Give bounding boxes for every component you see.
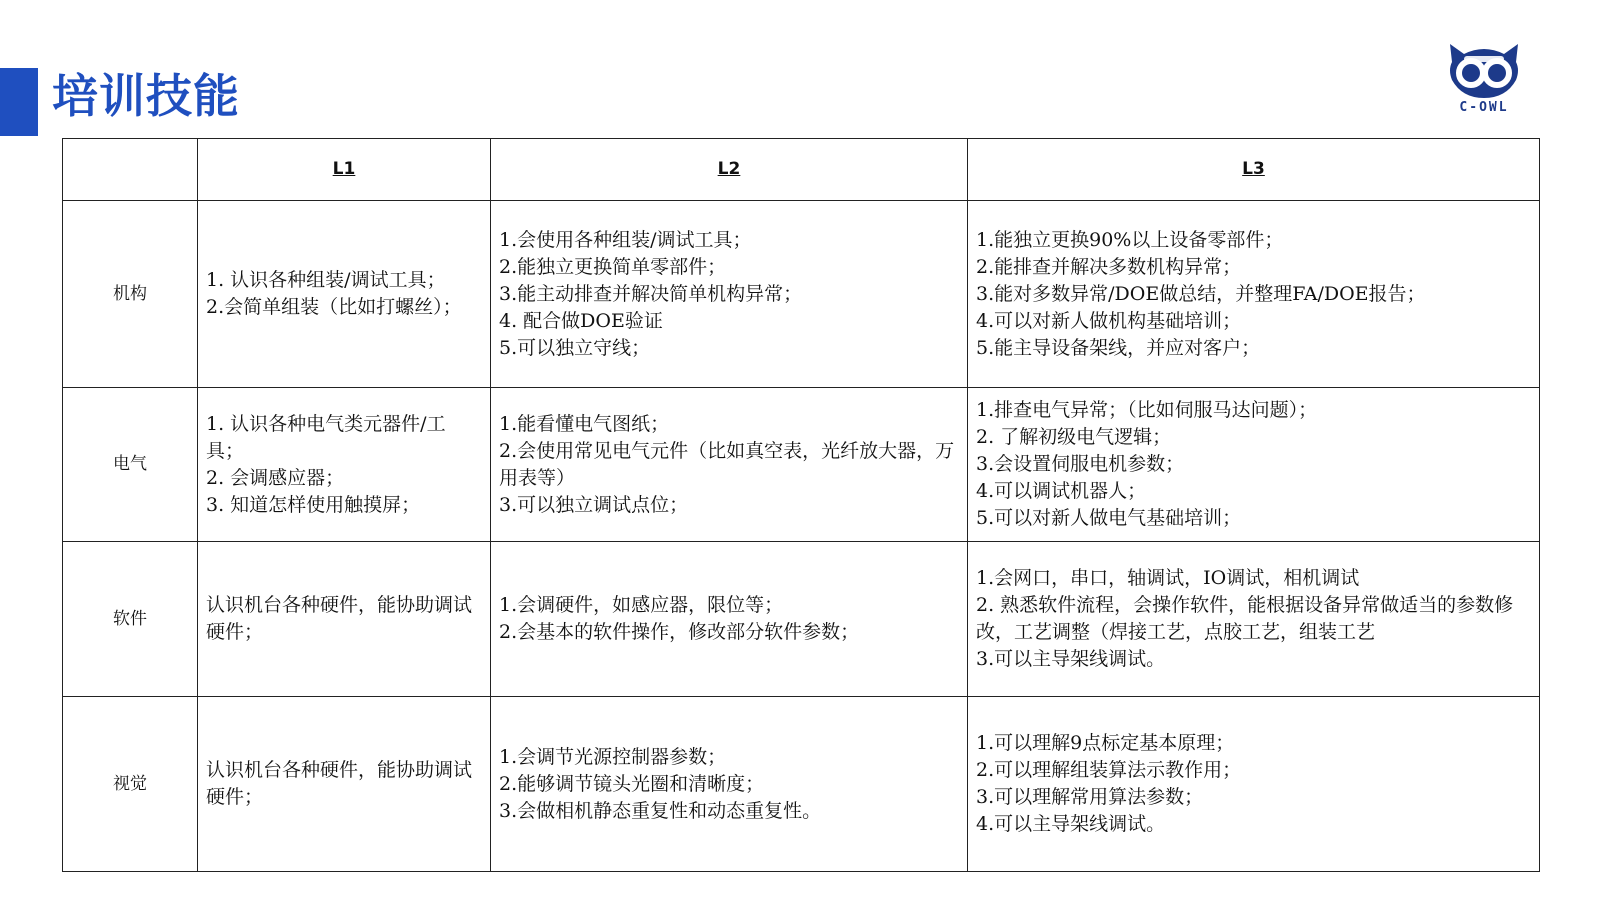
cell-line: 2.会基本的软件操作，修改部分软件参数；: [499, 621, 860, 643]
cell-line: 认识机台各种硬件，能协助调试硬件；: [206, 594, 473, 643]
cell-line: 1. 认识各种组装/调试工具；: [206, 269, 446, 291]
cell-line: 2.会使用常见电气元件（比如真空表，光纤放大器，万用表等）: [499, 439, 955, 489]
cell-line: 3.可以理解常用算法参数；: [976, 786, 1204, 808]
row-label-vision: 视觉: [63, 697, 198, 872]
cell-line: 1.会调节光源控制器参数；: [499, 745, 727, 768]
page-title: 培训技能: [52, 69, 240, 123]
owl-logo-icon: [1444, 40, 1524, 102]
table-header-l3: L3: [968, 139, 1540, 201]
cell-mechanism-l3: [968, 201, 1540, 388]
cell-software-l3: [968, 542, 1540, 697]
cell-line: 3.可以主导架线调试。: [976, 648, 1166, 670]
cell-line: 2.会简单组装（比如打螺丝）；: [206, 296, 462, 318]
cell-line: 3.能主动排查并解决简单机构异常；: [499, 282, 803, 305]
cell-mechanism-l2: [491, 201, 968, 388]
cell-electrical-l3: [968, 388, 1540, 542]
cell-line: 2.能够调节镜头光圈和清晰度；: [499, 772, 765, 795]
cell-line: 3.能对多数异常/DOE做总结，并整理FA/DOE报告；: [976, 282, 1426, 305]
cell-line: 2. 会调感应器；: [206, 466, 345, 489]
cell-line: 4.可以对新人做机构基础培训；: [976, 309, 1242, 332]
cell-electrical-l1: [198, 388, 491, 542]
cell-line: 2.能排查并解决多数机构异常；: [976, 255, 1242, 278]
cell-line: 4. 配合做DOE验证: [499, 309, 663, 332]
cell-line: 1.排查电气异常；（比如伺服马达问题）；: [976, 399, 1318, 421]
cell-line: 4.可以调试机器人；: [976, 480, 1147, 502]
title-accent-bar: [0, 68, 38, 136]
cell-line: 2.能独立更换简单零部件；: [499, 255, 727, 278]
table-header-row: [63, 139, 1540, 201]
cell-line: 3.会设置伺服电机参数；: [976, 453, 1185, 475]
cell-line: 认识机台各种硬件，能协助调试硬件；: [206, 759, 473, 808]
cell-vision-l1: [198, 697, 491, 872]
training-skill-table: [62, 138, 1540, 872]
row-label-electrical: 电气: [63, 388, 198, 542]
cell-line: 1.能看懂电气图纸；: [499, 412, 670, 435]
cell-vision-l3: [968, 697, 1540, 872]
cell-line: 5.可以独立守线；: [499, 336, 651, 359]
cell-line: 3.会做相机静态重复性和动态重复性。: [499, 799, 822, 822]
owl-logo: [1444, 40, 1524, 120]
cell-line: 2.可以理解组装算法示教作用；: [976, 759, 1242, 781]
cell-software-l2: [491, 542, 968, 697]
row-label-mechanism: 机构: [63, 201, 198, 388]
cell-line: 4.可以主导架线调试。: [976, 813, 1166, 835]
cell-mechanism-l1: [198, 201, 491, 388]
table-header-l2: L2: [491, 139, 968, 201]
table-row-electrical: [63, 388, 1540, 542]
table-header-l1: L1: [198, 139, 491, 201]
cell-vision-l2: [491, 697, 968, 872]
cell-line: 1.会网口，串口，轴调试，IO调试，相机调试: [976, 567, 1360, 589]
cell-line: 1.会调硬件，如感应器，限位等；: [499, 594, 784, 616]
table-row-mechanism: [63, 201, 1540, 388]
cell-software-l1: [198, 542, 491, 697]
table-row-vision: [63, 697, 1540, 872]
logo-text: C-OWL: [1459, 100, 1509, 115]
cell-line: 3. 知道怎样使用触摸屏；: [206, 493, 421, 516]
cell-line: 2. 了解初级电气逻辑；: [976, 426, 1172, 448]
cell-line: 2. 熟悉软件流程，会操作软件，能根据设备异常做适当的参数修改，工艺调整（焊接工艺，点胶工艺，组装工艺: [976, 594, 1514, 643]
row-label-software: 软件: [63, 542, 198, 697]
table-row-software: [63, 542, 1540, 697]
cell-line: 5.能主导设备架线，并应对客户；: [976, 336, 1261, 359]
cell-line: 1.能独立更换90%以上设备零部件；: [976, 228, 1284, 251]
cell-line: 3.可以独立调试点位；: [499, 493, 689, 516]
cell-line: 5.可以对新人做电气基础培训；: [976, 507, 1242, 529]
cell-line: 1.会使用各种组装/调试工具；: [499, 228, 752, 251]
cell-electrical-l2: [491, 388, 968, 542]
cell-line: 1.可以理解9点标定基本原理；: [976, 732, 1235, 754]
table-header-corner: [63, 139, 198, 201]
cell-line: 1. 认识各种电气类元器件/工具；: [206, 412, 446, 462]
